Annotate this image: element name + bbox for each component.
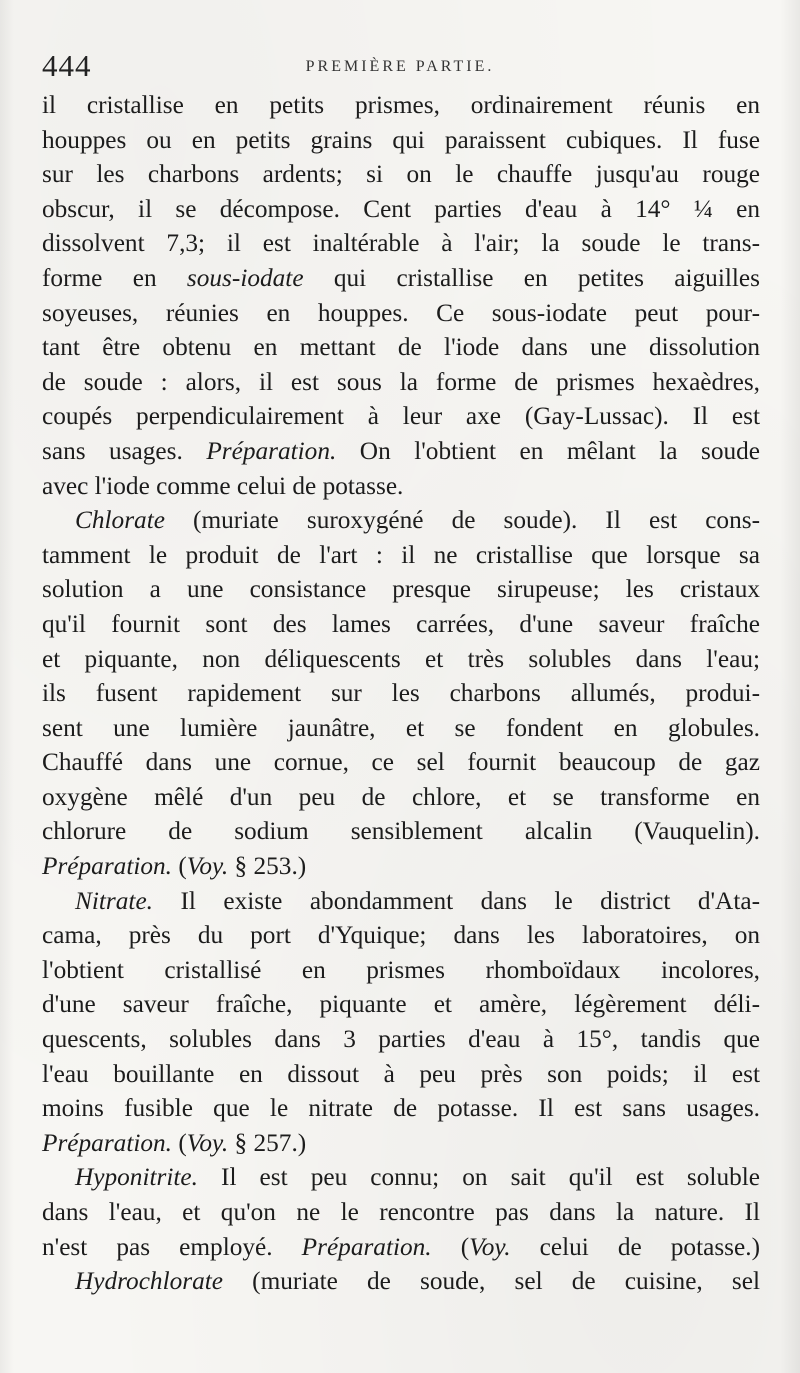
text-line: [42, 261, 760, 296]
text-segment: avec l'iode comme celui de potasse.: [42, 471, 404, 500]
text-line: [42, 192, 760, 227]
text-line: [42, 987, 760, 1022]
text-segment: oxygène mêlé d'un peu de chlore, et se transforme en: [42, 782, 760, 811]
text-line: [42, 503, 760, 538]
text-segment: l'obtient cristallisé en prismes rhomboïdaux incolores,: [42, 955, 760, 984]
text-segment: § 257.): [228, 1128, 307, 1157]
text-line: [42, 918, 760, 953]
text-segment: quescents, solubles dans 3 parties d'eau à 15°, tandis que: [42, 1025, 760, 1054]
body-text: [42, 88, 760, 1299]
text-segment: d'une saveur fraîche, piquante et amère, légèrement déli-: [42, 990, 760, 1019]
text-segment: On l'obtient en mêlant la soude: [336, 436, 760, 465]
text-segment: cama, près du port d'Yquique; dans les laboratoires, on: [42, 921, 760, 950]
text-segment: Il existe abondamment dans le district d'Ata-: [153, 886, 760, 915]
text-line: [42, 538, 760, 573]
text-line: [42, 814, 760, 849]
text-segment: sur les charbons ardents; si on le chauffe jusqu'au rouge: [42, 160, 760, 189]
text-line: [42, 1126, 760, 1161]
text-segment: Chauffé dans une cornue, ce sel fournit beaucoup de gaz: [42, 748, 760, 777]
text-segment: dans l'eau, et qu'on ne le rencontre pas dans la nature. Il: [42, 1198, 760, 1226]
text-segment: sent une lumière jaunâtre, et se fondent en globules.: [42, 713, 760, 742]
text-segment: solution a une consistance presque sirupeuse; les cristaux: [42, 575, 760, 604]
text-segment: tamment le produit de l'art : il ne cristallise que lorsque sa: [42, 540, 760, 569]
text-segment: dissolvent 7,3; il est inaltérable à l'air; la soude le trans-: [42, 229, 760, 258]
text-segment: ils fusent rapidement sur les charbons allumés, produi-: [42, 679, 760, 708]
italic-term: Hyponitrite.: [75, 1163, 198, 1192]
text-line: [42, 469, 760, 504]
text-line: [42, 1057, 760, 1092]
text-line: [42, 1264, 760, 1299]
text-segment: (: [172, 1128, 187, 1157]
text-segment: qui cristallise en petites aiguilles: [303, 263, 760, 292]
text-segment: § 253.): [228, 852, 307, 881]
text-segment: Il est peu connu; on sait qu'il est soluble: [197, 1163, 760, 1192]
italic-term: Nitrate.: [75, 886, 154, 915]
text-segment: de soude : alors, il est sous la forme de prismes hexaèdres,: [42, 367, 760, 396]
text-segment: il cristallise en petits prismes, ordinairement réunis en: [42, 91, 760, 119]
text-line: [42, 330, 760, 365]
text-line: [42, 607, 760, 642]
text-line: [42, 434, 760, 469]
text-line: [42, 1022, 760, 1057]
italic-term: Chlorate: [75, 506, 165, 535]
text-line: [42, 780, 760, 815]
text-segment: obscur, il se décompose. Cent parties d'eau à 14° ¼ en: [42, 194, 760, 223]
text-line: [42, 1091, 760, 1126]
text-segment: (: [431, 1232, 470, 1261]
italic-term: Préparation.: [42, 1128, 172, 1157]
text-line: [42, 572, 760, 607]
text-segment: n'est pas employé.: [42, 1232, 302, 1261]
text-segment: (muriate de soude, sel de cuisine, sel: [223, 1267, 760, 1296]
text-segment: (: [172, 852, 187, 881]
text-segment: tant être obtenu en mettant de l'iode dans une dissolution: [42, 333, 760, 362]
text-line: [42, 226, 760, 261]
text-line: [42, 123, 760, 158]
italic-term: Voy.: [469, 1232, 511, 1261]
text-segment: et piquante, non déliquescents et très solubles dans l'eau;: [42, 644, 760, 673]
text-line: [42, 1195, 760, 1230]
text-line: [42, 953, 760, 988]
italic-term: Préparation.: [42, 852, 172, 881]
text-segment: qu'il fournit sont des lames carrées, d'une saveur fraîche: [42, 609, 760, 638]
text-segment: coupés perpendiculairement à leur axe (Gay-Lussac). Il est: [42, 402, 760, 431]
text-line: [42, 296, 760, 331]
italic-term: Préparation.: [301, 1232, 432, 1261]
text-line: [42, 88, 760, 123]
text-line: [42, 745, 760, 780]
running-title: PREMIÈRE PARTIE.: [305, 58, 495, 75]
text-segment: houppes ou en petits grains qui paraissent cubiques. Il fuse: [42, 125, 760, 154]
text-segment: soyeuses, réunies en houppes. Ce sous-iodate peut pour-: [42, 298, 760, 327]
text-line: [42, 399, 760, 434]
text-line: [42, 642, 760, 677]
text-line: [42, 849, 760, 884]
text-segment: forme en: [42, 263, 187, 292]
text-line: [42, 711, 760, 746]
text-segment: chlorure de sodium sensiblement alcalin (Vauquelin).: [42, 817, 760, 846]
italic-term: sous-iodate: [186, 263, 304, 292]
italic-term: Préparation.: [206, 436, 337, 465]
text-line: [42, 884, 760, 919]
text-segment: l'eau bouillante en dissout à peu près son poids; il est: [42, 1059, 760, 1088]
text-line: [42, 1230, 760, 1265]
italic-term: Hydrochlorate: [75, 1267, 224, 1296]
running-head: [40, 48, 760, 88]
text-segment: moins fusible que le nitrate de potasse. Il est sans usages.: [42, 1094, 760, 1123]
page-number: 444: [42, 48, 92, 83]
text-line: [42, 676, 760, 711]
text-segment: celui de potasse.): [510, 1232, 761, 1261]
italic-term: Voy.: [186, 1128, 229, 1157]
italic-term: Voy.: [186, 852, 229, 881]
text-segment: (muriate suroxygéné de soude). Il est cons-: [164, 506, 760, 535]
text-line: [42, 365, 760, 400]
text-line: [42, 157, 760, 192]
text-line: [42, 1160, 760, 1195]
text-segment: sans usages.: [42, 436, 207, 465]
